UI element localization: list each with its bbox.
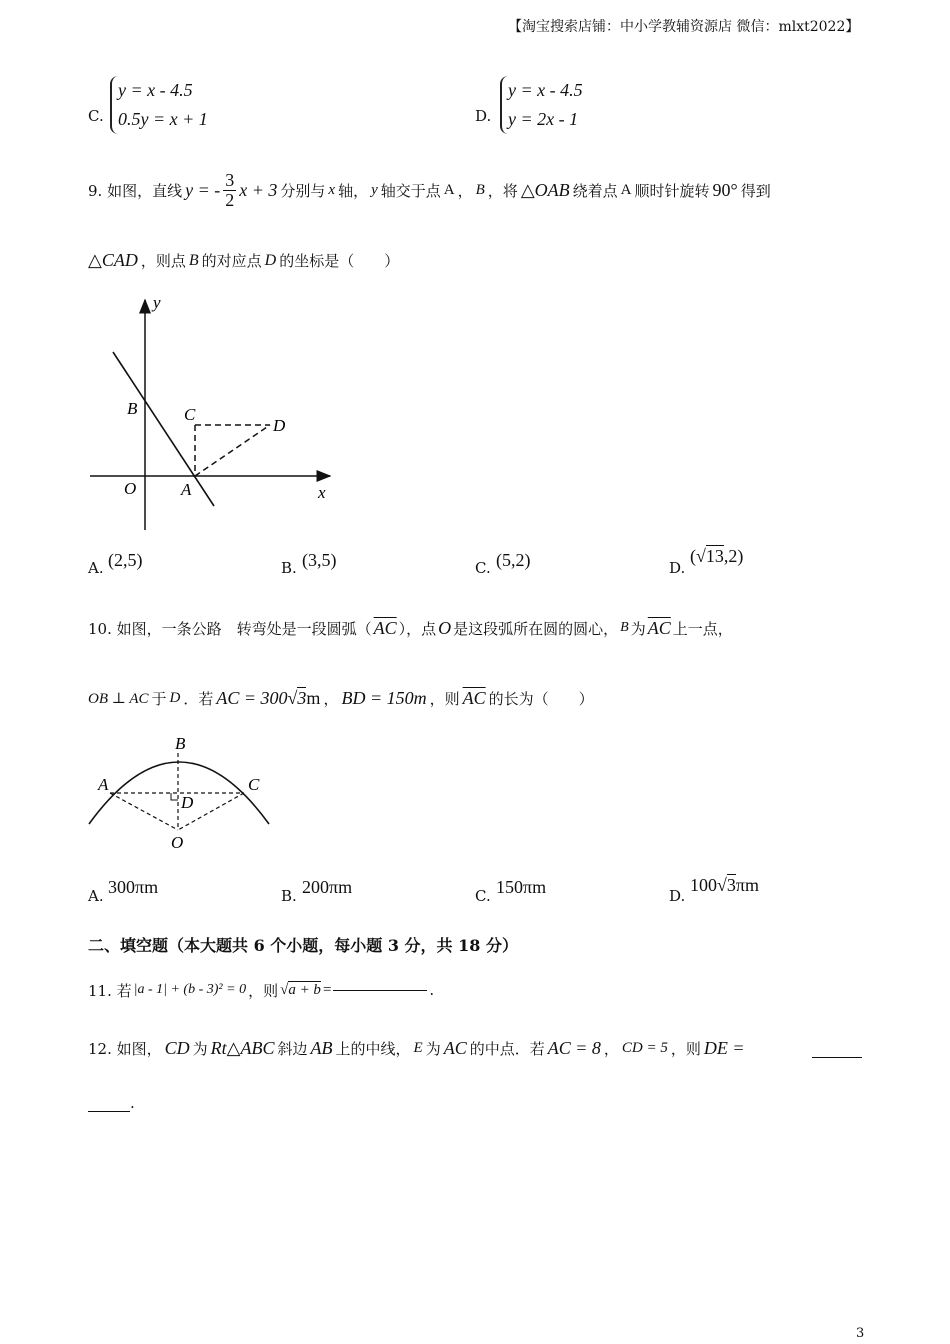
q9-y: y [371,181,378,198]
q9-option-b-label: B. [281,559,297,577]
q9-option-c-value: (5,2) [496,550,531,570]
q10-label-a: A [98,775,109,794]
q12-ac-value: AC = 8 [547,1037,601,1058]
q11-radicand: a + b [288,981,321,998]
q10-text-7: ，则 [429,689,460,708]
q10-option-d-radicand: 3 [726,875,736,895]
q9-text-10: 的坐标是（ ） [279,252,400,270]
q10-label-b: B [175,734,186,753]
q9-label-d: D [273,416,286,435]
q10-segment-oa [110,793,178,830]
option-c-label: C. [88,107,104,125]
q12-rt-triangle: Rt△ABC [210,1037,275,1058]
q9-triangle-oab: △OAB [520,179,570,200]
q9-label-y: y [153,293,161,312]
header-note: 【淘宝搜索店铺：中小学教辅资源店 微信：mlxt2022】 [508,19,860,35]
q10-point-o: O [438,617,452,638]
q12-answer-blank-part1[interactable] [812,1057,862,1058]
q10-text-2: 是这段弧所在圆的圆心， [453,619,619,638]
q9-line-rhs: x + 3 [239,179,278,200]
q10-arc-ac-2: $\overline{AC}$ [647,617,671,638]
option-c-system [110,76,208,134]
q9-option-c-label: C. [475,559,491,577]
q10-number: 10. 如图，一条公路 转弯处是一段圆弧（ [88,619,372,638]
question-12 [88,1026,745,1070]
q10-text-1: ），点 [398,619,437,638]
q9-label-o: O [124,479,137,498]
q11-number: 11. 若 [88,981,132,1000]
q9-label-c: C [184,405,196,424]
q12-ab: AB [310,1037,333,1058]
q9-option-d-post: ,2) [723,546,744,566]
q10-arc-ac-3: $\overline{AC}$ [462,687,486,708]
q10-right-angle-mark [171,793,178,800]
question-11 [88,970,434,1010]
q11-answer-blank[interactable] [333,990,427,991]
q9-degrees: 90° [712,179,738,200]
q12-text-2: 斜边 [277,1039,308,1058]
q9-option-a-value: (2,5) [108,550,143,570]
q9-label-a: A [181,480,192,499]
q9-text-8: ，则点 [140,252,186,270]
q9-label-b: B [127,399,138,418]
q9-point-b: B [475,181,485,198]
question-10-stem-line2 [88,678,594,718]
q9-text-3: 轴交于点 [380,181,441,200]
q10-option-d-label: D. [669,887,686,905]
q9-text-5: 绕着点 [572,181,618,200]
q12-text-6: ，则 [670,1039,701,1058]
q9-text-7: 得到 [740,181,771,200]
q9-point-a: A [443,181,455,198]
q12-text-3: 上的中线， [335,1039,411,1058]
q10-option-d-post: πm [735,875,759,895]
q10-figure [84,730,284,855]
q12-cd-value: CD = 5 [621,1039,668,1056]
q10-label-c: C [248,775,260,794]
q9-text-4: ，将 [487,181,518,200]
question-9-stem [88,166,771,214]
q10-text-3: 为 [630,619,646,638]
q9-segment-ad [195,425,270,476]
question-10-stem [88,606,733,650]
q9-x: x [328,181,336,198]
q10-ac-eq: AC = 300 [216,687,288,708]
q10-option-b-label: B. [281,887,297,905]
q10-ac-radicand: 3 [297,687,307,708]
q10-ac-unit: m [306,687,321,708]
q11-end: . [429,981,435,999]
q9-text-1: 分别与 [280,181,326,200]
q10-arc-ac-1: $\overline{AC}$ [373,617,397,638]
q10-perpendicular: OB ⊥ AC [88,690,149,707]
q9-point-a2: A [620,181,632,198]
q10-text-5: 于 [151,689,167,708]
option-c-eq2: 0.5y = x + 1 [118,109,208,129]
q10-point-d: D [169,689,181,706]
q9-number: 9. 如图，直线 [88,181,183,200]
option-d-eq2: y = 2x - 1 [508,109,579,129]
q12-e: E [413,1039,423,1056]
q9-triangle-cad: △CAD [88,250,138,270]
q9-text-2: 轴， [338,181,369,200]
q12-end: . [130,1094,135,1112]
q12-text-1: 为 [192,1039,208,1058]
page-number: 3 [856,1326,865,1341]
q9-option-b-value: (3,5) [302,550,337,570]
q12-text-4: 为 [425,1039,441,1058]
q10-ac-length: AC = 300√3m [216,687,321,708]
option-d-system [500,76,583,134]
q9-fraction [223,171,236,210]
q11-expression: |a - 1| + (b - 3)² = 0 [133,982,247,997]
q9-figure [80,290,350,540]
q11-text-1: ，则 [248,981,279,1000]
q10-point-b: B [620,620,629,635]
q10-text-4: 上一点， [672,619,733,638]
q10-bd-length: BD = 150m [341,687,427,708]
option-d-eq1: y = x - 4.5 [508,80,583,100]
q10-option-c-label: C. [475,887,491,905]
q10-arc [89,762,269,824]
q9-point-d: D [264,251,277,269]
q10-option-d-pre: 100 [690,875,717,895]
q9-label-x: x [318,483,326,502]
q9-option-d-radicand: 13 [705,546,724,566]
q9-comma: ， [457,181,473,200]
q9-option-d-label: D. [669,559,686,577]
q10-text-8: 的长为（ ） [488,689,594,708]
q9-point-b2: B [188,251,199,269]
q9-option-d-pre: ( [690,546,696,566]
q9-frac-den: 2 [225,189,235,210]
option-c-eq1: y = x - 4.5 [118,80,193,100]
q9-line-lhs: y = - [185,179,221,200]
q10-option-d-value: 100√3πm [690,875,759,895]
q10-option-a-value: 300πm [108,877,159,897]
q11-equals: = [322,981,332,998]
q12-number: 12. 如图， [88,1039,162,1058]
option-d-label: D. [475,107,492,125]
q12-answer-blank-line2 [88,1094,135,1112]
q9-text-6: 顺时针旋转 [634,181,710,200]
q10-text-6: ．若 [183,689,214,708]
q10-option-b-value: 200πm [302,877,353,897]
section-2-heading: 二、填空题（本大题共 6 个小题，每小题 3 分，共 18 分） [88,936,518,955]
q12-ac: AC [443,1037,467,1058]
q11-sqrt: √a + b [280,981,321,998]
q9-text-9: 的对应点 [201,252,262,270]
q12-comma: ， [603,1039,619,1058]
q10-label-d: D [181,793,194,812]
q9-frac-num: 3 [225,169,235,190]
q12-text-5: 的中点．若 [469,1039,545,1058]
q10-label-o: O [171,833,184,852]
q9-option-a-label: A. [88,559,104,577]
q9-option-d-value: (√13,2) [690,546,744,566]
q10-option-a-label: A. [88,887,104,905]
question-9-stem-line2 [88,250,399,271]
q12-cd: CD [164,1037,190,1058]
q12-answer-blank-part2[interactable] [88,1097,130,1112]
q12-de: DE = [703,1037,745,1058]
q10-option-c-value: 150πm [496,877,547,897]
q10-comma: ， [323,689,339,708]
